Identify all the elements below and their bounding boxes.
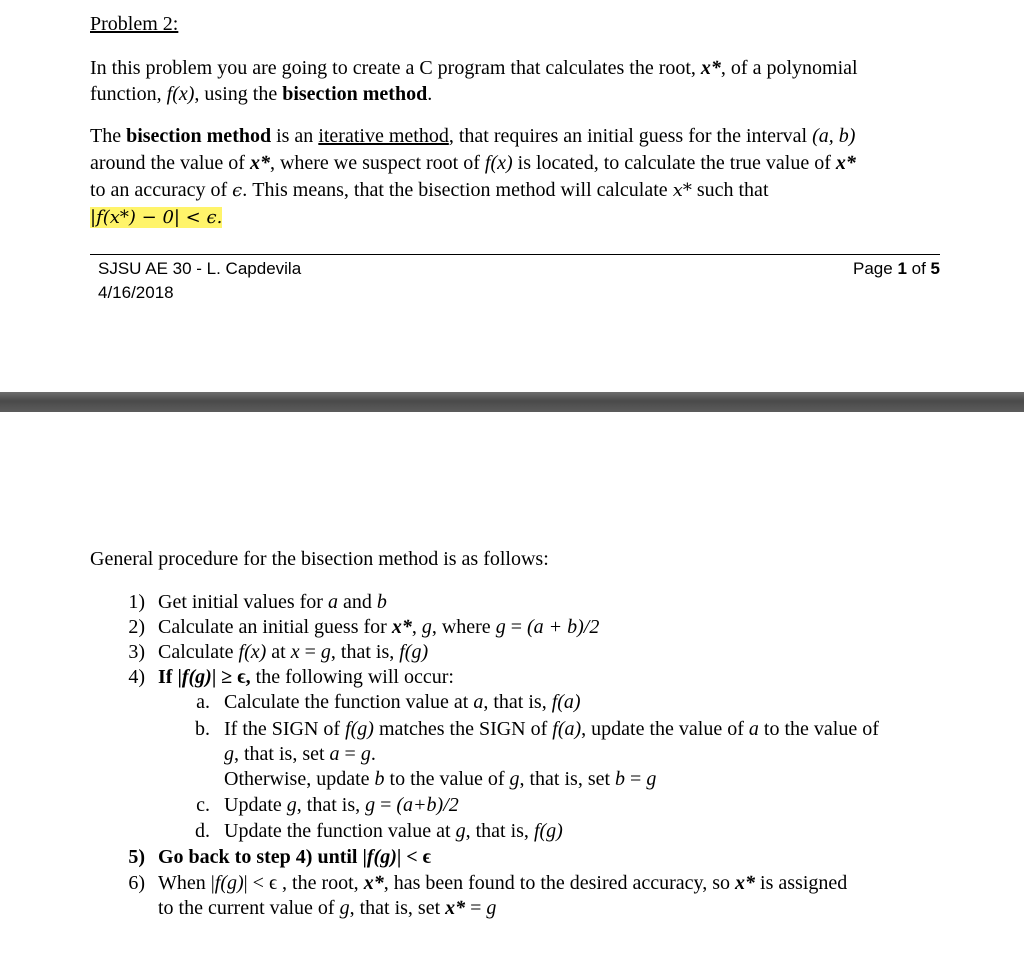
- para2-line-4: [90, 204, 222, 231]
- para2-line-3: to an accuracy of ϵ. This means, that the bisection method will calculate x* such that: [90, 179, 769, 201]
- step-5-number: 5): [128, 846, 145, 868]
- step-2: Calculate an initial guess for x*, g, where g = (a + b)/2: [158, 616, 600, 638]
- page-1: [0, 0, 1024, 392]
- para2-line-2: around the value of x*, where we suspect root of f(x) is located, to calculate the true value of x*: [90, 152, 856, 174]
- iterative-method-link[interactable]: iterative method: [318, 125, 449, 147]
- step-6-line-1: When |f(g)| < ϵ , the root, x*, has been found to the desired accuracy, so x* is assigned: [158, 872, 848, 894]
- intro-line-1: In this problem you are going to create a C program that calculates the root, x*, of a polynomial: [90, 57, 858, 79]
- footer-rule: [90, 254, 940, 255]
- footer-date: 4/16/2018: [98, 283, 174, 302]
- step-4d-letter: d.: [195, 820, 210, 842]
- procedure-heading: General procedure for the bisection method is as follows:: [90, 548, 549, 570]
- step-4: If |f(g)| ≥ ϵ, the following will occur:: [158, 666, 454, 688]
- step-2-number: 2): [128, 616, 145, 638]
- step-1: Get initial values for a and b: [158, 591, 387, 613]
- step-5: Go back to step 4) until |f(g)| < ϵ: [158, 846, 432, 868]
- step-6-number: 6): [128, 872, 145, 894]
- page-2: [0, 412, 1024, 966]
- step-3: Calculate f(x) at x = g, that is, f(g): [158, 641, 429, 663]
- intro-line-2: function, f(x), using the bisection method.: [90, 83, 433, 105]
- step-4a-letter: a.: [196, 691, 210, 713]
- step-4b-letter: b.: [195, 718, 210, 740]
- highlighted-condition: |f(x*) − 0| < ϵ.: [90, 207, 223, 228]
- step-4b-line-2: g, that is, set a = g.: [224, 743, 376, 765]
- page-separator: [0, 392, 1024, 412]
- step-4c: Update g, that is, g = (a+b)/2: [224, 794, 459, 816]
- para2-line-1: The bisection method is an iterative method, that requires an initial guess for the interval (a, b): [90, 125, 856, 147]
- step-1-number: 1): [128, 591, 145, 613]
- footer-page-number: Page 1 of 5: [853, 259, 940, 278]
- step-6-line-2: to the current value of g, that is, set x* = g: [158, 897, 497, 919]
- step-4a: Calculate the function value at a, that is, f(a): [224, 691, 581, 713]
- step-4b-line-3: Otherwise, update b to the value of g, that is, set b = g: [224, 768, 657, 790]
- step-4d: Update the function value at g, that is, f(g): [224, 820, 563, 842]
- step-4b-line-1: If the SIGN of f(g) matches the SIGN of f(a), update the value of a to the value of: [224, 718, 879, 740]
- step-4c-letter: c.: [196, 794, 210, 816]
- footer-course: SJSU AE 30 - L. Capdevila: [98, 259, 302, 278]
- step-4-number: 4): [128, 666, 145, 688]
- problem-title: Problem 2:: [90, 13, 179, 35]
- step-3-number: 3): [128, 641, 145, 663]
